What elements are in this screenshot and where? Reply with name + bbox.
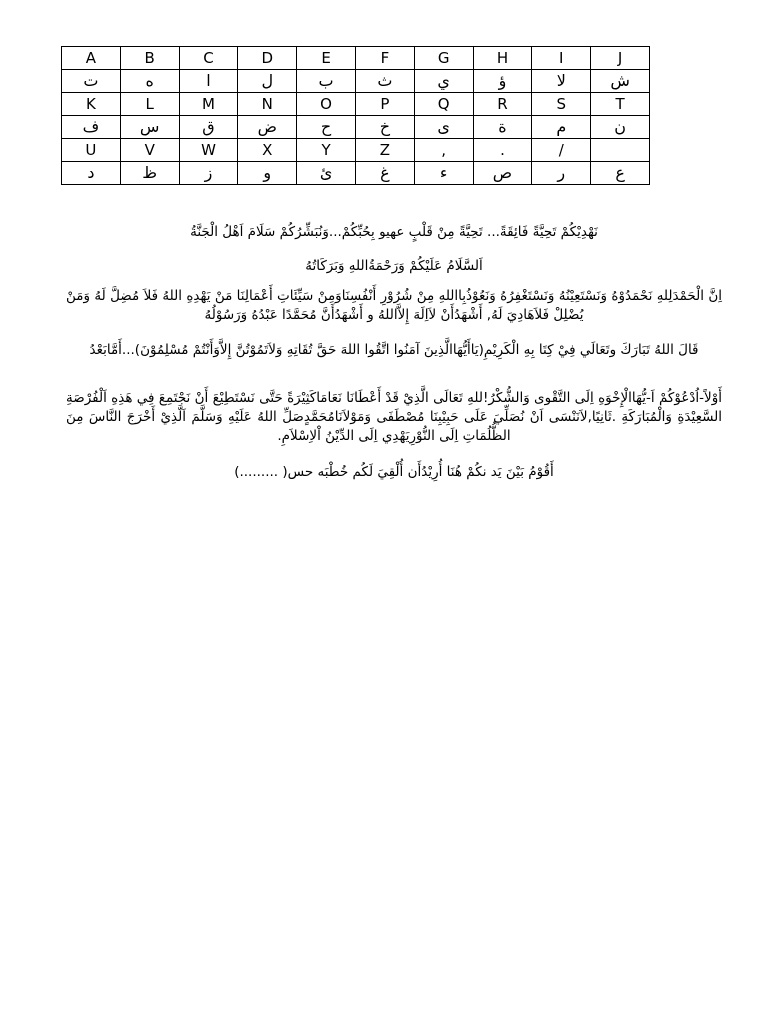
table-cell: د xyxy=(62,162,121,185)
table-cell: و xyxy=(238,162,297,185)
table-cell: ص xyxy=(473,162,532,185)
table-cell: M xyxy=(179,93,238,116)
table-cell: م xyxy=(532,116,591,139)
table-cell: U xyxy=(62,139,121,162)
table-cell: C xyxy=(179,47,238,70)
table-cell: T xyxy=(591,93,650,116)
table-cell: N xyxy=(238,93,297,116)
table-cell: ظ xyxy=(120,162,179,185)
table-cell: B xyxy=(120,47,179,70)
table-cell: ه xyxy=(120,70,179,93)
table-cell: ى xyxy=(414,116,473,139)
latin-row xyxy=(62,47,650,70)
table-cell xyxy=(591,139,650,162)
table-cell: ب xyxy=(297,70,356,93)
table-cell: R xyxy=(473,93,532,116)
table-cell: ش xyxy=(591,70,650,93)
table-cell: ؤ xyxy=(473,70,532,93)
table-cell: I xyxy=(532,47,591,70)
table-cell: K xyxy=(62,93,121,116)
table-cell: س xyxy=(120,116,179,139)
table-cell: P xyxy=(355,93,414,116)
table-cell: D xyxy=(238,47,297,70)
table-cell: . xyxy=(473,139,532,162)
table-cell: خ xyxy=(355,116,414,139)
opening-praise-paragraph: اِنَّ الْحَمْدَلِلهِ نَحْمَدُوْهُ وَنَسْتَعِيْنُهُ وَنَسْتَغْفِرُهُ وَنَعُوْذُبِااللهِ مِنْ شُرُوْرِ أَنْفُسِنَاوَمِنْ سَيِّئَاتِ أَعْمَالِنَا مَنْ يَهْدِهِ اللهُ فَلاَ مُضِلَّ لَهُ وَمَنْ يُضْلِلْ فَلاَهَادِيَ لَهُ, أَشْهَدُأَنْ لاَاِلَهَ إِلاَّاللهُ و أَشْهَدُأَنَّ مُحَمَّدًا عَبْدُهُ وَرَسُوْلُهُ xyxy=(66,288,722,323)
table-cell: ز xyxy=(179,162,238,185)
table-cell: X xyxy=(238,139,297,162)
table-cell: ن xyxy=(591,116,650,139)
table-cell: ث xyxy=(355,70,414,93)
table-cell: ض xyxy=(238,116,297,139)
table-cell: W xyxy=(179,139,238,162)
arabic-row xyxy=(62,70,650,93)
greeting-line: نَهْدِيْكُمْ تَحِيَّةً فَائِقَةً... تَحِيَّةً مِنْ قَلْبٍ عهيو بِحُبِّكُمْ...وَنُبَشِّرُكُمْ سَلَامَ اَهْلُ الْجَنَّةُ xyxy=(190,224,598,240)
table-cell: ت xyxy=(62,70,121,93)
table-cell: ا xyxy=(179,70,238,93)
main-speech-paragraph: أَوْلاً-اُدْعُوْكُمْ اَ-يُّهَاالْإِخْوَهِ اِلَى التَّقْوى وَالشُّكْرُ!للهِ تَعَالَى الَّذِيْ قَدْ أَعْطَانَا نَعَامَاكَثِيْرَةً حَتَّى نَسْتَطِيْعَ أَنْ نَجْتَمِعَ فِي هَذِهِ اَلْفُرْصَةِ السَّعِيْدَةِ وَالْمُبَارَكَةِ .ثَانِيًا,لاَنَنْسَى اَنْ نُصَلِّيَ عَلَى حَبِيْبِنَا مُصْطَفَى وَمَوْلاَنَامُحَمَّدٍصَلِّ اللهُ عَلَيْهِ وَسَلَّمَ اَلَّذِيْ أَخْرَجَ النَّاسَ مِنَ الظُّلُمَاتِ اِلَى النُّوْرِيَهْدِي اِلَى الدِّيْنُ اْلاِسْلاَمِ. xyxy=(66,390,722,444)
table-cell: غ xyxy=(355,162,414,185)
table-cell: ح xyxy=(297,116,356,139)
table-cell: A xyxy=(62,47,121,70)
arabic-row xyxy=(62,162,650,185)
table-cell: ة xyxy=(473,116,532,139)
table-cell: ي xyxy=(414,70,473,93)
latin-row xyxy=(62,139,650,162)
table-cell: Z xyxy=(355,139,414,162)
table-cell: G xyxy=(414,47,473,70)
table-cell: ئ xyxy=(297,162,356,185)
table-cell: J xyxy=(591,47,650,70)
cipher-table xyxy=(61,46,650,185)
salam-line: اَلسَّلَامُ عَلَيْكُمْ وَرَحْمَةُاللهِ وَبَرَكَاتُهُ xyxy=(305,258,483,274)
table-cell: / xyxy=(532,139,591,162)
table-cell: ر xyxy=(532,162,591,185)
arabic-row xyxy=(62,116,650,139)
table-cell: V xyxy=(120,139,179,162)
latin-row xyxy=(62,93,650,116)
table-cell: F xyxy=(355,47,414,70)
table-cell: ع xyxy=(591,162,650,185)
table-cell: S xyxy=(532,93,591,116)
table-cell: , xyxy=(414,139,473,162)
table-cell: ء xyxy=(414,162,473,185)
table-cell: O xyxy=(297,93,356,116)
table-cell: ف xyxy=(62,116,121,139)
table-cell: ق xyxy=(179,116,238,139)
table-cell: Y xyxy=(297,139,356,162)
quran-quote-paragraph: قَالَ اللهُ تَبَارَكَ وتَعَالَي فِيْ كِتَا بِهِ الْكَرِيْمِ(يَاأَيُّهَاالَّذِينَ آمَنُوا اتَّقُوا اللهَ حَقَّ تُقَاتِهِ وَلاَتَمُوْتُنَّ إِلاَّوَأَنْتُمْ مُسْلِمُوْنَ)...أَمَّابَعْدُ xyxy=(89,342,699,358)
table-cell: Q xyxy=(414,93,473,116)
table-cell: لا xyxy=(532,70,591,93)
closing-line: أَقُوْمُ بَيْنَ يَد نكُمْ هُنَا أُرِيْدُأَن أُلْقِيَ لَكُم خُطْبَه حس( .........) xyxy=(234,464,554,480)
table-cell: L xyxy=(120,93,179,116)
table-cell: E xyxy=(297,47,356,70)
table-cell: ل xyxy=(238,70,297,93)
table-cell: H xyxy=(473,47,532,70)
